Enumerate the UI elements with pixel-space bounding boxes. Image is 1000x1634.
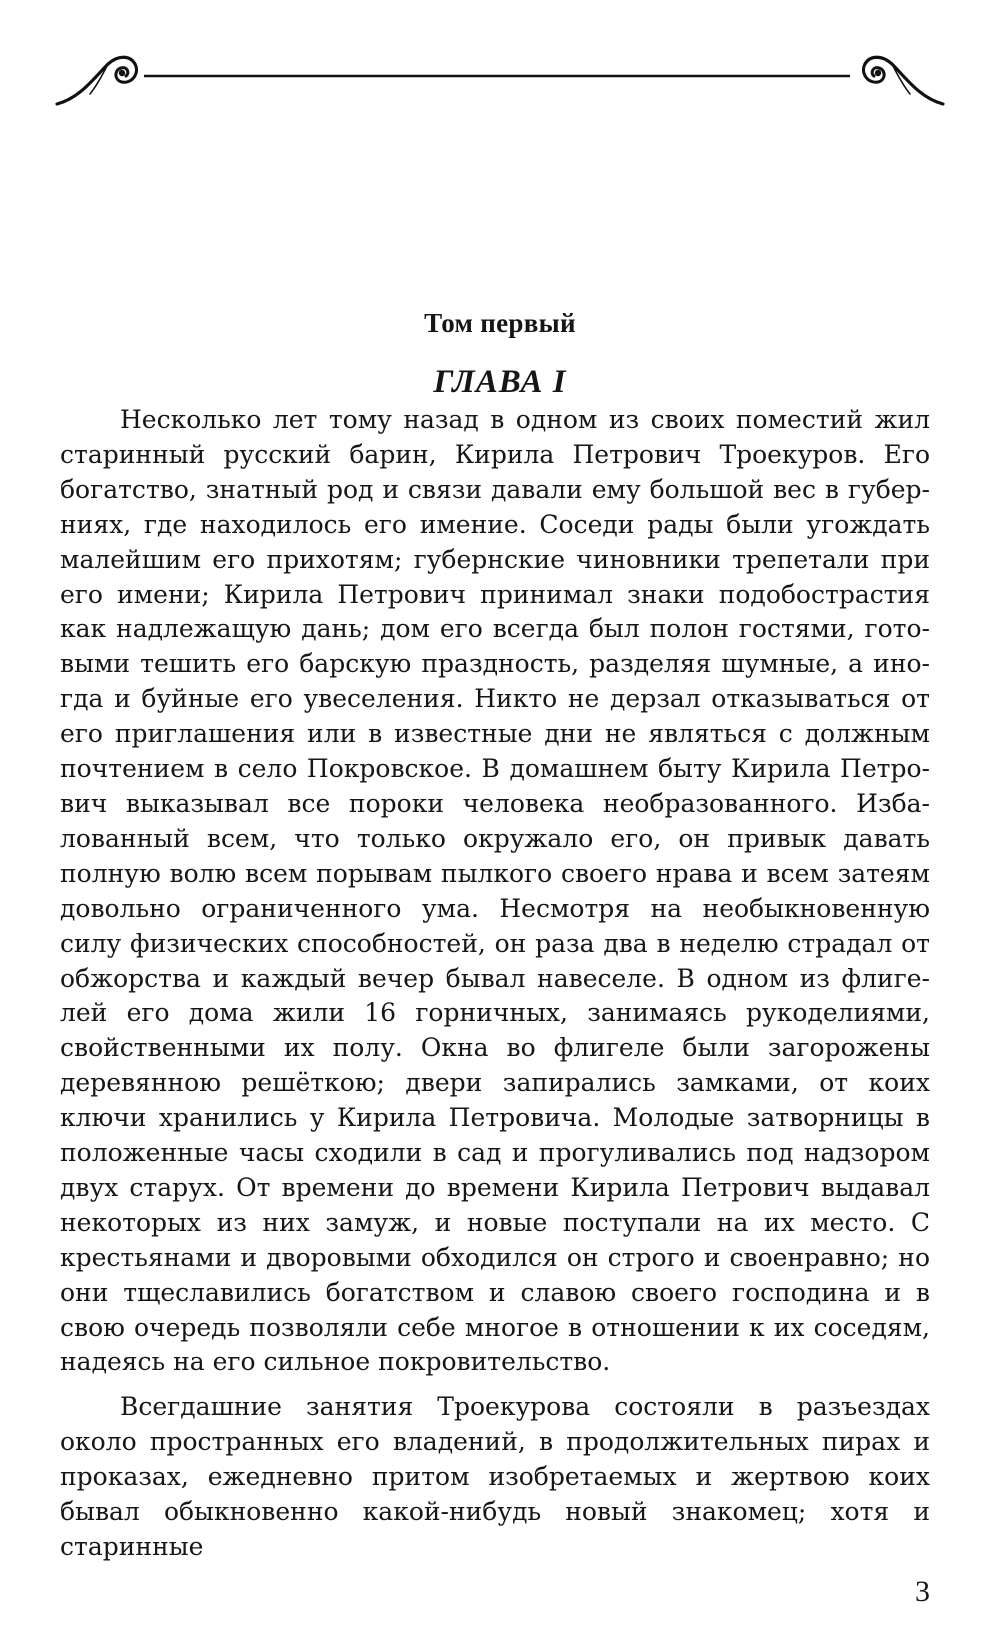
page-number: 3 — [915, 1575, 930, 1608]
volume-title: Том первый — [424, 308, 576, 338]
paragraph: Несколько лет тому назад в одном из своих поместий жил старинный русский барин, Кирила Петрович Троекуров. Его богатство, знатный род и связи давали ему большой вес в губерниях, где находилось его имение. Соседи рады были угождать малейшим его прихотям; губернские чиновники трепетали при его имени; Кирила Петрович принимал знаки подобострастия как надлежащую дань; дом его всегда был полон гостями, готовыми тешить его барскую праздность, разделяя шумные, а иногда и буйные его увеселения. Никто не дерзал отказываться от его приглашения или в известные дни не являться с должным почтением в село Покровское. В домашнем быту Кирила Петрович выказывал все пороки человека необразованного. Избалованный всем, что только окружало его, он привык давать полную волю всем порывам пылкого своего нрава и всем затеям довольно ограниченного ума. Несмотря на необыкновенную силу физических способностей, он раза два в неделю страдал от обжорства и каждый вечер бывал навеселе. В одном из флигелей его дома жили 16 горничных, занимаясь рукоделиями, свойственными их полу. Окна во флигеле были загорожены деревянною решёткою; двери запирались замками, от коих ключи хранились у Кирила Петровича. Молодые затворницы в положенные часы сходили в сад и прогуливались под надзором двух старух. От времени до времени Кирила Петрович выдавал некоторых из них замуж, и новые поступали на их место. С крестьянами и дворовыми обходился он строго и своенравно; но они тщеславились богатством и славою своего господина и в свою очередь позволяли себе многое в отношении к их соседям, надеясь на его сильное покровительство. — [60, 405, 930, 1377]
decorative-header-ornament — [0, 48, 1000, 118]
chapter-title: ГЛАВА I — [433, 364, 567, 400]
left-flourish-icon — [57, 57, 137, 104]
right-flourish-icon — [863, 57, 943, 104]
chapter-text — [60, 403, 930, 1565]
paragraph: Всегдашние занятия Троекурова состояли в разъездах около пространных его владений, в продолжительных пирах и проказах, ежедневно притом изобретаемых и жертвою коих бывал обыкновенно какой-нибудь новый знакомец; хотя и старинные — [60, 1392, 930, 1561]
